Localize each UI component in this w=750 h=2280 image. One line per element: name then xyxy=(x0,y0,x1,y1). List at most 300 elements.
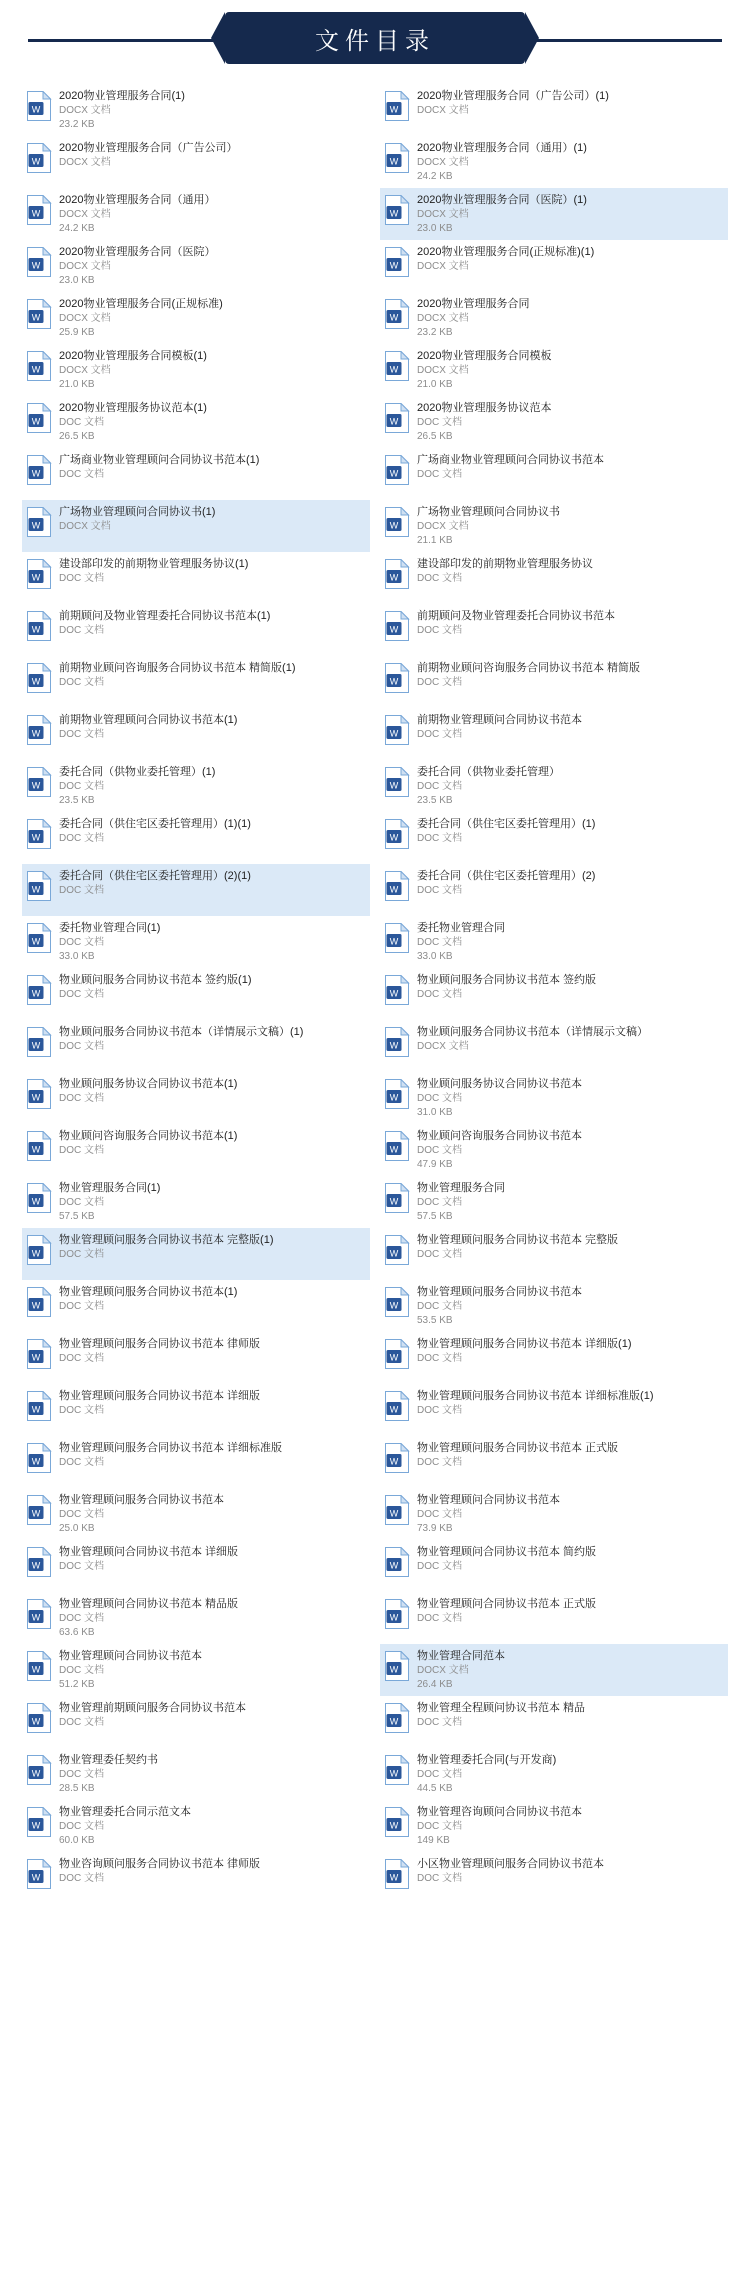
file-meta xyxy=(417,557,724,586)
file-type: DOC 文档 xyxy=(59,1873,104,1884)
word-doc-icon xyxy=(384,871,410,901)
file-item[interactable] xyxy=(22,1332,370,1384)
file-type: DOC 文档 xyxy=(59,573,104,584)
file-name: 物业顾问咨询服务合同协议书范本 xyxy=(417,1130,582,1142)
file-meta xyxy=(417,505,724,547)
file-item[interactable] xyxy=(380,292,728,344)
svg-text:W: W xyxy=(31,1404,41,1415)
file-meta xyxy=(417,817,724,846)
word-doc-icon xyxy=(384,1859,410,1889)
word-doc-icon xyxy=(384,1183,410,1213)
file-type: DOC 文档 xyxy=(417,1509,462,1520)
svg-text:W: W xyxy=(31,1872,41,1883)
svg-text:W: W xyxy=(31,156,41,167)
file-name: 前期物业顾问咨询服务合同协议书范本 精简版 xyxy=(417,662,641,674)
word-doc-icon xyxy=(26,611,52,641)
file-size: 26.5 KB xyxy=(417,431,453,442)
svg-text:W: W xyxy=(389,988,399,999)
file-type: DOC 文档 xyxy=(59,1613,104,1624)
file-type: DOC 文档 xyxy=(59,1249,104,1260)
file-meta xyxy=(59,453,366,482)
file-item[interactable] xyxy=(22,448,370,500)
file-meta xyxy=(59,141,366,170)
file-type: DOC 文档 xyxy=(417,1353,462,1364)
file-meta xyxy=(59,1181,366,1223)
file-item[interactable] xyxy=(380,136,728,188)
file-item[interactable] xyxy=(380,552,728,604)
word-doc-icon xyxy=(384,1599,410,1629)
file-item[interactable] xyxy=(380,1020,728,1072)
file-item[interactable] xyxy=(380,396,728,448)
word-doc-icon xyxy=(384,1287,410,1317)
file-meta xyxy=(417,713,724,742)
file-type: DOC 文档 xyxy=(417,1145,462,1156)
file-name: 物业管理顾问服务合同协议书范本 律师版 xyxy=(59,1338,261,1350)
file-meta xyxy=(59,1285,366,1314)
file-item[interactable] xyxy=(380,1800,728,1852)
file-type: DOC 文档 xyxy=(59,1457,104,1468)
file-item[interactable] xyxy=(22,292,370,344)
svg-text:W: W xyxy=(31,936,41,947)
file-size: 23.0 KB xyxy=(59,275,95,286)
file-type: DOC 文档 xyxy=(59,833,104,844)
file-meta xyxy=(59,1753,366,1795)
file-type: DOC 文档 xyxy=(417,1093,462,1104)
file-item[interactable] xyxy=(22,1488,370,1540)
file-meta xyxy=(417,1805,724,1847)
file-type: DOCX 文档 xyxy=(59,365,111,376)
file-type: DOC 文档 xyxy=(59,1561,104,1572)
file-type: DOC 文档 xyxy=(59,1093,104,1104)
svg-text:W: W xyxy=(31,1092,41,1103)
svg-text:W: W xyxy=(389,1612,399,1623)
file-type: DOCX 文档 xyxy=(417,209,469,220)
file-type: DOC 文档 xyxy=(59,1041,104,1052)
file-meta xyxy=(417,245,724,274)
file-size: 21.0 KB xyxy=(417,379,453,390)
file-meta xyxy=(417,349,724,391)
file-name: 委托合同（供住宅区委托管理用）(2)(1) xyxy=(59,870,251,882)
word-doc-icon xyxy=(384,507,410,537)
file-name: 委托合同（供住宅区委托管理用）(2) xyxy=(417,870,596,882)
svg-text:W: W xyxy=(389,1352,399,1363)
file-item[interactable] xyxy=(380,1124,728,1176)
file-item[interactable] xyxy=(22,656,370,708)
file-meta xyxy=(417,1545,724,1574)
file-type: DOC 文档 xyxy=(417,1249,462,1260)
file-item[interactable] xyxy=(380,708,728,760)
file-meta xyxy=(417,1233,724,1262)
file-name: 前期物业顾问咨询服务合同协议书范本 精简版(1) xyxy=(59,662,296,674)
file-item[interactable] xyxy=(22,1124,370,1176)
file-type: DOC 文档 xyxy=(417,625,462,636)
svg-text:W: W xyxy=(31,1612,41,1623)
file-meta xyxy=(417,1441,724,1470)
file-type: DOC 文档 xyxy=(417,417,462,428)
svg-text:W: W xyxy=(389,1300,399,1311)
file-item[interactable] xyxy=(22,1852,370,1904)
file-meta xyxy=(417,297,724,339)
file-meta xyxy=(59,193,366,235)
file-type: DOC 文档 xyxy=(59,1405,104,1416)
svg-text:W: W xyxy=(389,1248,399,1259)
file-item[interactable] xyxy=(380,916,728,968)
file-item[interactable] xyxy=(380,760,728,812)
file-item[interactable] xyxy=(380,656,728,708)
file-type: DOCX 文档 xyxy=(417,365,469,376)
file-item[interactable] xyxy=(22,1020,370,1072)
svg-text:W: W xyxy=(389,416,399,427)
file-name: 2020物业管理服务合同（通用） xyxy=(59,194,216,206)
file-name: 委托合同（供住宅区委托管理用）(1)(1) xyxy=(59,818,251,830)
word-doc-icon xyxy=(384,819,410,849)
file-meta xyxy=(417,609,724,638)
file-type: DOC 文档 xyxy=(417,1405,462,1416)
file-meta xyxy=(417,765,724,807)
file-item[interactable] xyxy=(380,968,728,1020)
file-item[interactable] xyxy=(380,1384,728,1436)
file-item[interactable] xyxy=(380,1280,728,1332)
file-type: DOC 文档 xyxy=(59,625,104,636)
file-type: DOC 文档 xyxy=(59,1301,104,1312)
file-name: 物业咨询顾问服务合同协议书范本 律师版 xyxy=(59,1858,261,1870)
file-meta xyxy=(417,1181,724,1223)
file-type: DOCX 文档 xyxy=(417,521,469,532)
file-size: 25.0 KB xyxy=(59,1523,95,1534)
file-item[interactable] xyxy=(22,1228,370,1280)
file-name: 广场商业物业管理顾问合同协议书范本(1) xyxy=(59,454,260,466)
svg-text:W: W xyxy=(31,104,41,115)
file-meta xyxy=(59,349,366,391)
word-doc-icon xyxy=(384,351,410,381)
word-doc-icon xyxy=(26,351,52,381)
svg-text:W: W xyxy=(31,468,41,479)
file-name: 物业管理委托合同示范文本 xyxy=(59,1806,191,1818)
file-item[interactable] xyxy=(380,1748,728,1800)
file-name: 建设部印发的前期物业管理服务协议(1) xyxy=(59,558,249,570)
svg-text:W: W xyxy=(389,1664,399,1675)
file-meta xyxy=(417,1285,724,1327)
file-size: 23.0 KB xyxy=(417,223,453,234)
file-type: DOCX 文档 xyxy=(59,521,111,532)
file-type: DOC 文档 xyxy=(59,1197,104,1208)
file-meta xyxy=(417,141,724,183)
file-type: DOC 文档 xyxy=(59,885,104,896)
file-meta xyxy=(417,921,724,963)
file-item[interactable] xyxy=(22,500,370,552)
file-type: DOC 文档 xyxy=(417,469,462,480)
svg-text:W: W xyxy=(31,1456,41,1467)
file-item[interactable] xyxy=(380,1332,728,1384)
word-doc-icon xyxy=(26,1235,52,1265)
word-doc-icon xyxy=(26,923,52,953)
file-type: DOC 文档 xyxy=(417,1821,462,1832)
file-item[interactable] xyxy=(22,1436,370,1488)
file-meta xyxy=(59,401,366,443)
svg-text:W: W xyxy=(389,468,399,479)
file-name: 物业顾问服务协议合同协议书范本 xyxy=(417,1078,582,1090)
word-doc-icon xyxy=(26,663,52,693)
svg-text:W: W xyxy=(31,624,41,635)
file-meta xyxy=(417,661,724,690)
file-item[interactable] xyxy=(22,1072,370,1124)
file-name: 物业顾问服务合同协议书范本（详情展示文稿）(1) xyxy=(59,1026,304,1038)
svg-text:W: W xyxy=(389,1144,399,1155)
file-item[interactable] xyxy=(380,604,728,656)
file-type: DOC 文档 xyxy=(59,1509,104,1520)
file-size: 63.6 KB xyxy=(59,1627,95,1638)
file-item[interactable] xyxy=(22,1592,370,1644)
file-type: DOCX 文档 xyxy=(417,1665,469,1676)
file-meta xyxy=(59,765,366,807)
file-item[interactable] xyxy=(22,1540,370,1592)
svg-text:W: W xyxy=(389,156,399,167)
svg-text:W: W xyxy=(389,1716,399,1727)
word-doc-icon xyxy=(384,1131,410,1161)
word-doc-icon xyxy=(384,1651,410,1681)
file-size: 57.5 KB xyxy=(59,1211,95,1222)
file-meta xyxy=(59,1805,366,1847)
file-item[interactable] xyxy=(22,1696,370,1748)
file-item[interactable] xyxy=(380,500,728,552)
file-type: DOCX 文档 xyxy=(417,157,469,168)
svg-text:W: W xyxy=(389,624,399,635)
file-item[interactable] xyxy=(22,240,370,292)
file-type: DOC 文档 xyxy=(417,781,462,792)
file-item[interactable] xyxy=(380,1436,728,1488)
svg-text:W: W xyxy=(31,1248,41,1259)
file-size: 149 KB xyxy=(417,1835,450,1846)
word-doc-icon xyxy=(384,1443,410,1473)
file-type: DOCX 文档 xyxy=(417,105,469,116)
svg-text:W: W xyxy=(389,208,399,219)
file-name: 2020物业管理服务合同(正规标准) xyxy=(59,298,223,310)
file-type: DOC 文档 xyxy=(417,1561,462,1572)
word-doc-icon xyxy=(26,1703,52,1733)
svg-text:W: W xyxy=(31,520,41,531)
svg-text:W: W xyxy=(31,416,41,427)
file-item[interactable] xyxy=(22,552,370,604)
file-type: DOC 文档 xyxy=(417,885,462,896)
file-meta xyxy=(417,453,724,482)
file-item[interactable] xyxy=(380,240,728,292)
file-item[interactable] xyxy=(380,344,728,396)
file-name: 物业管理委托合同(与开发商) xyxy=(417,1754,557,1766)
file-item[interactable] xyxy=(380,1592,728,1644)
file-type: DOC 文档 xyxy=(417,1769,462,1780)
file-type: DOC 文档 xyxy=(417,677,462,688)
file-name: 物业管理委任契约书 xyxy=(59,1754,158,1766)
file-name: 物业管理顾问服务合同协议书范本 正式版 xyxy=(417,1442,619,1454)
file-item[interactable] xyxy=(22,708,370,760)
file-name: 物业管理顾问服务合同协议书范本 详细版 xyxy=(59,1390,261,1402)
file-item[interactable] xyxy=(22,916,370,968)
file-name: 物业管理顾问服务合同协议书范本 详细版(1) xyxy=(417,1338,632,1350)
word-doc-icon xyxy=(384,1339,410,1369)
file-item[interactable] xyxy=(380,1852,728,1904)
word-doc-icon xyxy=(26,1339,52,1369)
header-banner xyxy=(225,12,525,64)
file-size: 25.9 KB xyxy=(59,327,95,338)
file-item[interactable] xyxy=(22,188,370,240)
word-doc-icon xyxy=(384,715,410,745)
file-item[interactable] xyxy=(380,1176,728,1228)
word-doc-icon xyxy=(26,767,52,797)
file-item[interactable] xyxy=(380,188,728,240)
svg-text:W: W xyxy=(389,1820,399,1831)
word-doc-icon xyxy=(384,1807,410,1837)
file-meta xyxy=(59,1233,366,1262)
page-header xyxy=(0,0,750,78)
file-item[interactable] xyxy=(380,1228,728,1280)
svg-text:W: W xyxy=(389,780,399,791)
word-doc-icon xyxy=(26,975,52,1005)
file-name: 物业管理顾问服务合同协议书范本 xyxy=(59,1494,224,1506)
file-type: DOC 文档 xyxy=(417,989,462,1000)
file-type: DOCX 文档 xyxy=(59,209,111,220)
file-type: DOC 文档 xyxy=(417,1613,462,1624)
word-doc-icon xyxy=(26,455,52,485)
file-name: 物业顾问服务合同协议书范本 签约版 xyxy=(417,974,597,986)
file-size: 53.5 KB xyxy=(417,1315,453,1326)
file-name: 小区物业管理顾问服务合同协议书范本 xyxy=(417,1858,604,1870)
file-name: 广场物业管理顾问合同协议书(1) xyxy=(59,506,216,518)
file-type: DOC 文档 xyxy=(59,1717,104,1728)
file-name: 2020物业管理服务合同（通用）(1) xyxy=(417,142,587,154)
svg-text:W: W xyxy=(31,1664,41,1675)
file-item[interactable] xyxy=(22,760,370,812)
file-name: 委托合同（供住宅区委托管理用）(1) xyxy=(417,818,596,830)
file-item[interactable] xyxy=(380,1540,728,1592)
svg-text:W: W xyxy=(389,1092,399,1103)
svg-text:W: W xyxy=(31,1716,41,1727)
file-item[interactable] xyxy=(380,1488,728,1540)
file-name: 物业管理顾问合同协议书范本 简约版 xyxy=(417,1546,597,1558)
file-meta xyxy=(59,557,366,586)
file-item[interactable] xyxy=(22,396,370,448)
file-meta xyxy=(59,1493,366,1535)
file-name: 前期物业管理顾问合同协议书范本(1) xyxy=(59,714,238,726)
file-size: 24.2 KB xyxy=(59,223,95,234)
file-name: 2020物业管理服务合同 xyxy=(417,298,530,310)
file-item[interactable] xyxy=(22,136,370,188)
file-item[interactable] xyxy=(22,1176,370,1228)
file-size: 21.0 KB xyxy=(59,379,95,390)
file-type: DOCX 文档 xyxy=(417,313,469,324)
page-title: 文件目录 xyxy=(315,27,435,55)
file-item[interactable] xyxy=(380,1696,728,1748)
file-meta xyxy=(417,1493,724,1535)
svg-text:W: W xyxy=(389,728,399,739)
word-doc-icon xyxy=(384,1495,410,1525)
svg-text:W: W xyxy=(31,988,41,999)
file-item[interactable] xyxy=(22,1644,370,1696)
file-item[interactable] xyxy=(380,812,728,864)
file-meta xyxy=(59,505,366,534)
file-meta xyxy=(59,1441,366,1470)
file-type: DOCX 文档 xyxy=(59,313,111,324)
svg-text:W: W xyxy=(389,364,399,375)
file-size: 26.5 KB xyxy=(59,431,95,442)
word-doc-icon xyxy=(26,1859,52,1889)
svg-text:W: W xyxy=(389,1560,399,1571)
file-size: 47.9 KB xyxy=(417,1159,453,1170)
file-size: 26.4 KB xyxy=(417,1679,453,1690)
file-meta xyxy=(417,1337,724,1366)
svg-text:W: W xyxy=(389,1508,399,1519)
file-name: 前期顾问及物业管理委托合同协议书范本 xyxy=(417,610,615,622)
file-name: 物业管理全程顾问协议书范本 精品 xyxy=(417,1702,586,1714)
file-meta xyxy=(59,817,366,846)
file-type: DOCX 文档 xyxy=(417,1041,469,1052)
file-name: 物业管理顾问合同协议书范本 xyxy=(59,1650,202,1662)
svg-text:W: W xyxy=(31,1560,41,1571)
file-name: 委托物业管理合同(1) xyxy=(59,922,161,934)
file-item[interactable] xyxy=(22,344,370,396)
file-name: 物业管理服务合同 xyxy=(417,1182,505,1194)
file-item[interactable] xyxy=(22,1280,370,1332)
file-item[interactable] xyxy=(380,448,728,500)
file-item[interactable] xyxy=(380,84,728,136)
word-doc-icon xyxy=(26,247,52,277)
file-item[interactable] xyxy=(22,968,370,1020)
file-item[interactable] xyxy=(22,864,370,916)
file-name: 物业管理顾问服务合同协议书范本 xyxy=(417,1286,582,1298)
svg-text:W: W xyxy=(31,676,41,687)
file-item[interactable] xyxy=(380,864,728,916)
svg-text:W: W xyxy=(31,1040,41,1051)
word-doc-icon xyxy=(384,923,410,953)
word-doc-icon xyxy=(384,195,410,225)
file-item[interactable] xyxy=(22,1800,370,1852)
word-doc-icon xyxy=(26,1287,52,1317)
word-doc-icon xyxy=(26,299,52,329)
file-size: 23.5 KB xyxy=(59,795,95,806)
file-size: 51.2 KB xyxy=(59,1679,95,1690)
word-doc-icon xyxy=(26,559,52,589)
svg-text:W: W xyxy=(389,1456,399,1467)
file-name: 2020物业管理服务合同（医院） xyxy=(59,246,216,258)
file-item[interactable] xyxy=(22,812,370,864)
file-name: 广场物业管理顾问合同协议书 xyxy=(417,506,560,518)
svg-text:W: W xyxy=(31,1300,41,1311)
file-type: DOC 文档 xyxy=(59,937,104,948)
file-item[interactable] xyxy=(380,1072,728,1124)
svg-text:W: W xyxy=(31,312,41,323)
file-name: 前期顾问及物业管理委托合同协议书范本(1) xyxy=(59,610,271,622)
file-meta xyxy=(59,1649,366,1691)
svg-text:W: W xyxy=(31,1196,41,1207)
file-type: DOC 文档 xyxy=(59,469,104,480)
file-size: 33.0 KB xyxy=(417,951,453,962)
file-size: 44.5 KB xyxy=(417,1783,453,1794)
word-doc-icon xyxy=(384,1079,410,1109)
file-name: 物业管理顾问合同协议书范本 精品版 xyxy=(59,1598,239,1610)
file-item[interactable] xyxy=(22,84,370,136)
file-meta xyxy=(59,1857,366,1886)
file-meta xyxy=(59,1597,366,1639)
file-item[interactable] xyxy=(380,1644,728,1696)
file-item[interactable] xyxy=(22,604,370,656)
word-doc-icon xyxy=(384,143,410,173)
file-item[interactable] xyxy=(22,1384,370,1436)
file-item[interactable] xyxy=(22,1748,370,1800)
file-name: 2020物业管理服务合同模板 xyxy=(417,350,552,362)
word-doc-icon xyxy=(26,1599,52,1629)
word-doc-icon xyxy=(384,663,410,693)
word-doc-icon xyxy=(384,1547,410,1577)
svg-text:W: W xyxy=(31,1820,41,1831)
